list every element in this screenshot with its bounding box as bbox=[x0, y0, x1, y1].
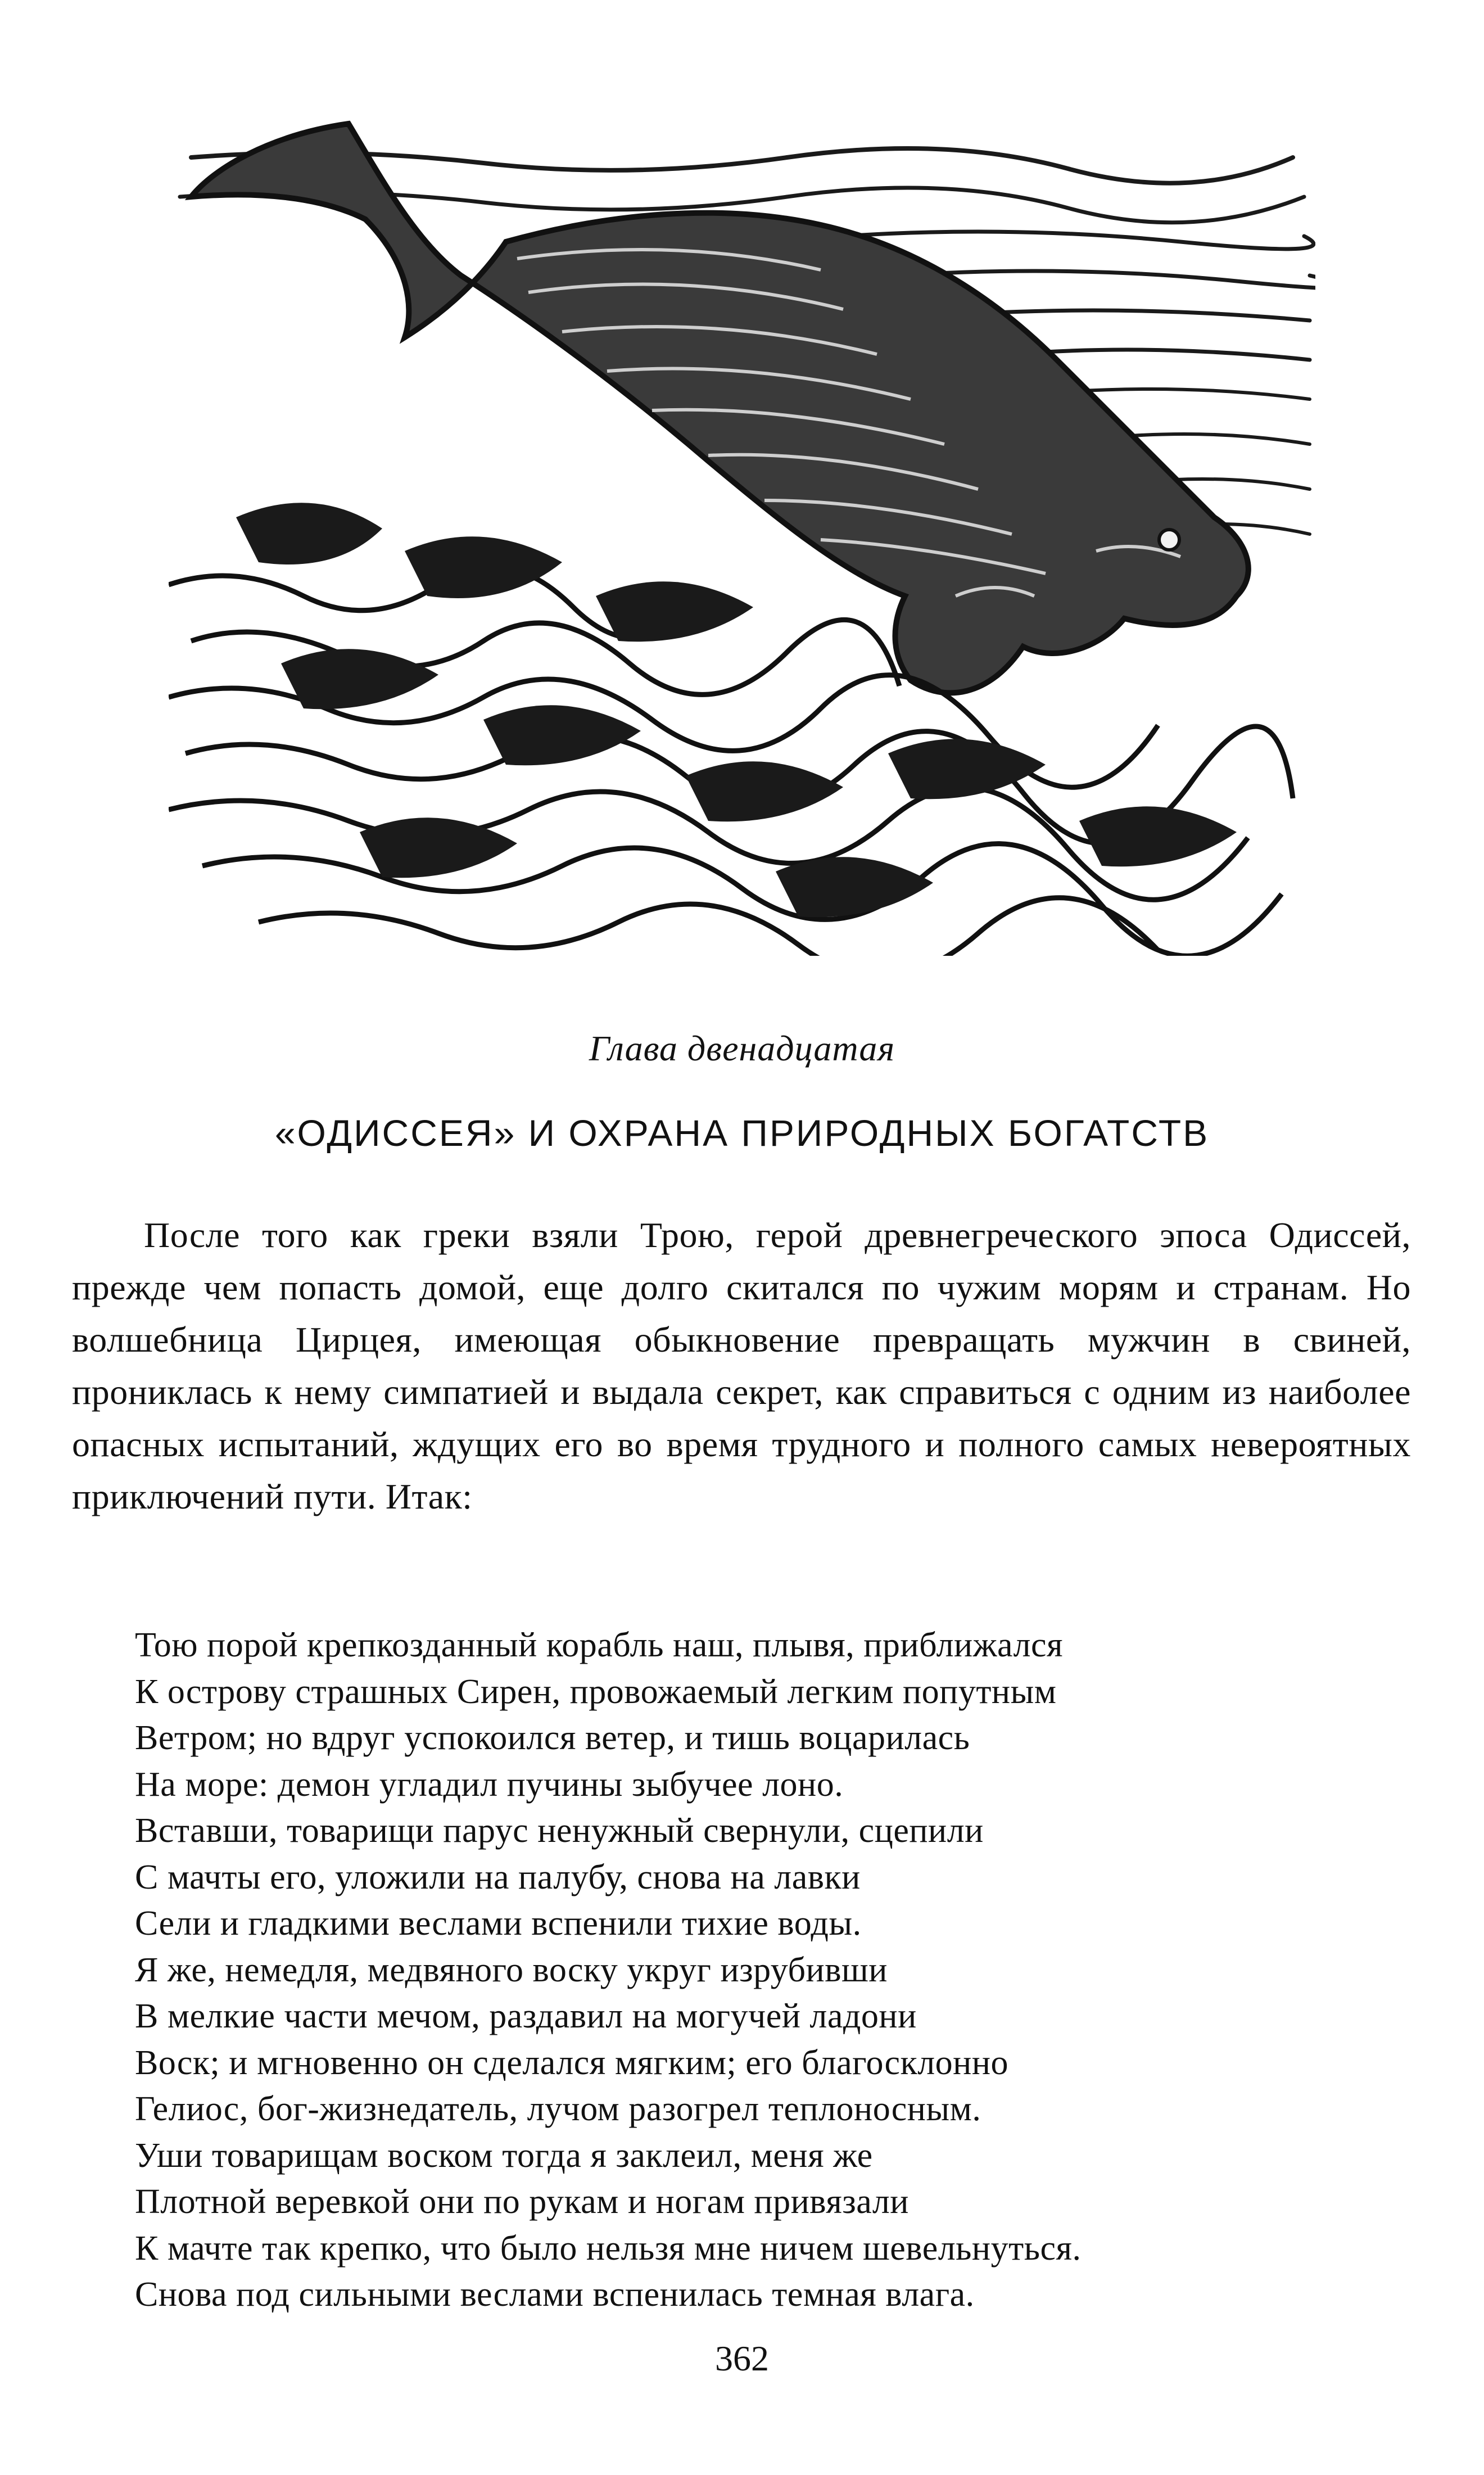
verse-line: К мачте так крепко, что было нельзя мне ничем шевельнуться. bbox=[135, 2229, 1082, 2268]
verse-quote bbox=[135, 1622, 1428, 2318]
body-paragraph: После того как греки взяли Трою, герой древнегреческого эпоса Одиссей, прежде чем попасть домой, еще долго скитался по чужим морям и странам. Но волшебница Цирцея, имеющая обыкновение превращать мужчин в свиней, прониклась к нему симпатией и выдала секрет, как справиться с одним из наиболее опасных испытаний, ждущих его во время трудного и полного самых невероятных приключений пути. Итак: bbox=[72, 1215, 1411, 1516]
chapter-title: «ОДИССЕЯ» И ОХРАНА ПРИРОДНЫХ БОГАТСТВ bbox=[274, 1112, 1210, 1154]
verse-line: К острову страшных Сирен, провожаемый легким попутным bbox=[135, 1672, 1057, 1711]
sea-cow-engraving-icon bbox=[169, 90, 1315, 956]
verse-line: Снова под сильными веслами вспенилась темная влага. bbox=[135, 2275, 975, 2314]
sea-cow-illustration bbox=[169, 90, 1315, 956]
verse-line: На море: демон угладил пучины зыбучее лоно. bbox=[135, 1765, 844, 1804]
verse-line: Воск; и мгновенно он сделался мягким; его благосклонно bbox=[135, 2043, 1008, 2082]
verse-line: С мачты его, уложили на палубу, снова на лавки bbox=[135, 1858, 861, 1896]
chapter-label: Глава двенадцатая bbox=[589, 1028, 895, 1068]
verse-line: Ветром; но вдруг успокоился ветер, и тишь воцарилась bbox=[135, 1719, 970, 1757]
verse-line: В мелкие части мечом, раздавил на могучей ладони bbox=[135, 1997, 917, 2035]
verse-line: Я же, немедля, медвяного воску укруг изрубивши bbox=[135, 1950, 888, 1989]
verse-line: Гелиос, бог-жизнедатель, лучом разогрел теплоносным. bbox=[135, 2090, 981, 2128]
verse-line: Уши товарищам воском тогда я заклеил, меня же bbox=[135, 2136, 873, 2175]
page-number: 362 bbox=[715, 2338, 769, 2378]
verse-line: Вставши, товарищи парус ненужный свернули, сцепили bbox=[135, 1812, 984, 1850]
verse-line: Плотной веревкой они по рукам и ногам привязали bbox=[135, 2183, 909, 2221]
verse-line: Тою порой крепкозданный корабль наш, плывя, приближался bbox=[135, 1626, 1064, 1664]
verse-line: Сели и гладкими веслами вспенили тихие воды. bbox=[135, 1904, 862, 1943]
